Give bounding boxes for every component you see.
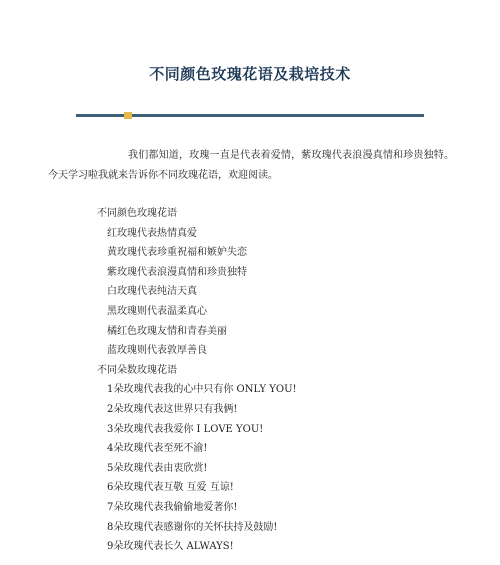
count-meaning-item: 3朵玫瑰代表我爱你 I LOVE YOU! <box>107 423 264 435</box>
section-heading-counts: 不同朵数玫瑰花语 <box>97 364 177 376</box>
count-meaning-item: 1朵玫瑰代表我的心中只有你 ONLY YOU! <box>107 384 297 396</box>
count-meaning-item: 4朵玫瑰代表至死不渝! <box>107 443 208 455</box>
count-meaning-item: 8朵玫瑰代表感谢你的关怀扶持及鼓励! <box>107 521 278 533</box>
count-meaning-item: 6朵玫瑰代表互敬 互爱 互谅! <box>107 482 234 494</box>
document-title: 不同颜色玫瑰花语及栽培技术 <box>149 65 351 83</box>
count-meaning-item: 9朵玫瑰代表长久 ALWAYS! <box>107 541 234 553</box>
count-meaning-item: 5朵玫瑰代表由衷欣赏! <box>107 462 208 474</box>
count-meaning-item: 7朵玫瑰代表我偷偷地爱著你! <box>107 501 238 513</box>
intro-paragraph: 我们都知道，玫瑰一直是代表着爱情，紫玫瑰代表浪漫真情和珍贵独特。今天学习啦我就来告诉你不同玫瑰花语，欢迎阅读。 <box>48 150 454 181</box>
color-meaning-item: 黑玫瑰则代表温柔真心 <box>107 305 207 317</box>
count-meaning-item: 2朵玫瑰代表这世界只有我俩! <box>107 403 238 415</box>
color-meaning-item: 蓝玫瑰则代表敦厚善良 <box>107 345 207 357</box>
color-meaning-item: 橘红色玫瑰友情和青春美丽 <box>107 325 227 337</box>
color-meaning-item: 紫玫瑰代表浪漫真情和珍贵独特 <box>107 266 247 278</box>
color-meaning-item: 黄玫瑰代表珍重祝福和嫉妒失恋 <box>107 247 247 259</box>
color-meaning-item: 红玫瑰代表热情真爱 <box>107 227 197 239</box>
section-heading-colors: 不同颜色玫瑰花语 <box>97 208 177 219</box>
content-list <box>0 204 500 557</box>
divider-accent <box>124 112 132 119</box>
color-meaning-item: 白玫瑰代表纯洁天真 <box>107 286 197 298</box>
